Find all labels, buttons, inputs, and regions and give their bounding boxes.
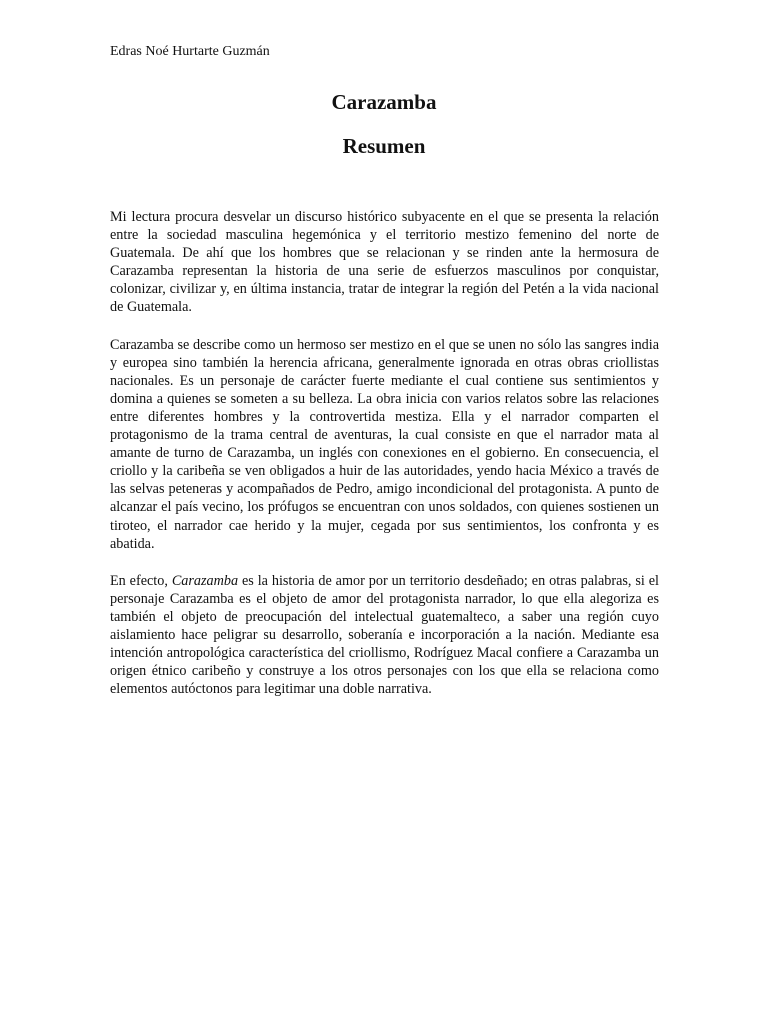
document-title [0, 89, 768, 115]
body-text [110, 208, 659, 717]
author-name: Edras Noé Hurtarte Guzmán [110, 44, 270, 59]
paragraph-3-rest: es la historia de amor por un territorio desdeñado; en otras palabras, si el personaje Carazamba es el objeto de amor del protagonista narrador, lo que ella alegoriza es también el objeto de preocupación del intelectual guatemalteco, a saber una región cuyo aislamiento hace peligrar su desarrollo, soberanía e incorporación a la nación. Mediante esa intención antropológica característica del criollismo, Rodríguez Macal confiere a Carazamba un origen étnico caribeño y construye a los otros personajes con los que ella se relaciona como elementos autóctonos para legitimar una doble narrativa. [110, 572, 659, 698]
paragraph-3 [110, 572, 659, 699]
document-subtitle-text: Resumen [342, 134, 426, 158]
paragraph-3-italic-title: Carazamba [171, 572, 239, 589]
document-title-text: Carazamba [331, 90, 437, 114]
paragraph-1: Mi lectura procura desvelar un discurso histórico subyacente en el que se presenta la relación entre la sociedad masculina hegemónica y el territorio mestizo femenino del norte de Guatemala. De ahí que los hombres que se relacionan y se rinden ante la hermosura de Carazamba representan la historia de una serie de esfuerzos masculinos por conquistar, colonizar, civilizar y, en última instancia, tratar de integrar la región del Petén a la vida nacional de Guatemala. [110, 209, 659, 316]
paragraph-2: Carazamba se describe como un hermoso ser mestizo en el que se unen no sólo las sangres india y europea sino también la herencia africana, generalmente ignorada en otras obras criollistas nacionales. Es un personaje de carácter fuerte mediante el cual contiene sus sentimientos y domina a quienes se someten a su belleza. La obra inicia con varios relatos sobre las relaciones entre diferentes hombres y la controvertida mestiza. Ella y el narrador comparten el protagonismo de la trama central de aventuras, la cual consiste en que el narrador mata al amante de turno de Carazamba, un inglés con conexiones en el gobierno. En consecuencia, el criollo y la caribeña se ven obligados a huir de las autoridades, yendo hacia México a través de las selvas peteneras y acompañados de Pedro, amigo incondicional del protagonista. A punto de alcanzar el país vecino, los prófugos se encuentran con unos soldados, con quienes sostienen un tiroteo, el narrador cae herido y la mujer, cegada por sus sentimientos, los confronta y es abatida. [110, 336, 659, 552]
paragraph-3-lead: En efecto, [110, 572, 172, 589]
document-subtitle [0, 133, 768, 159]
